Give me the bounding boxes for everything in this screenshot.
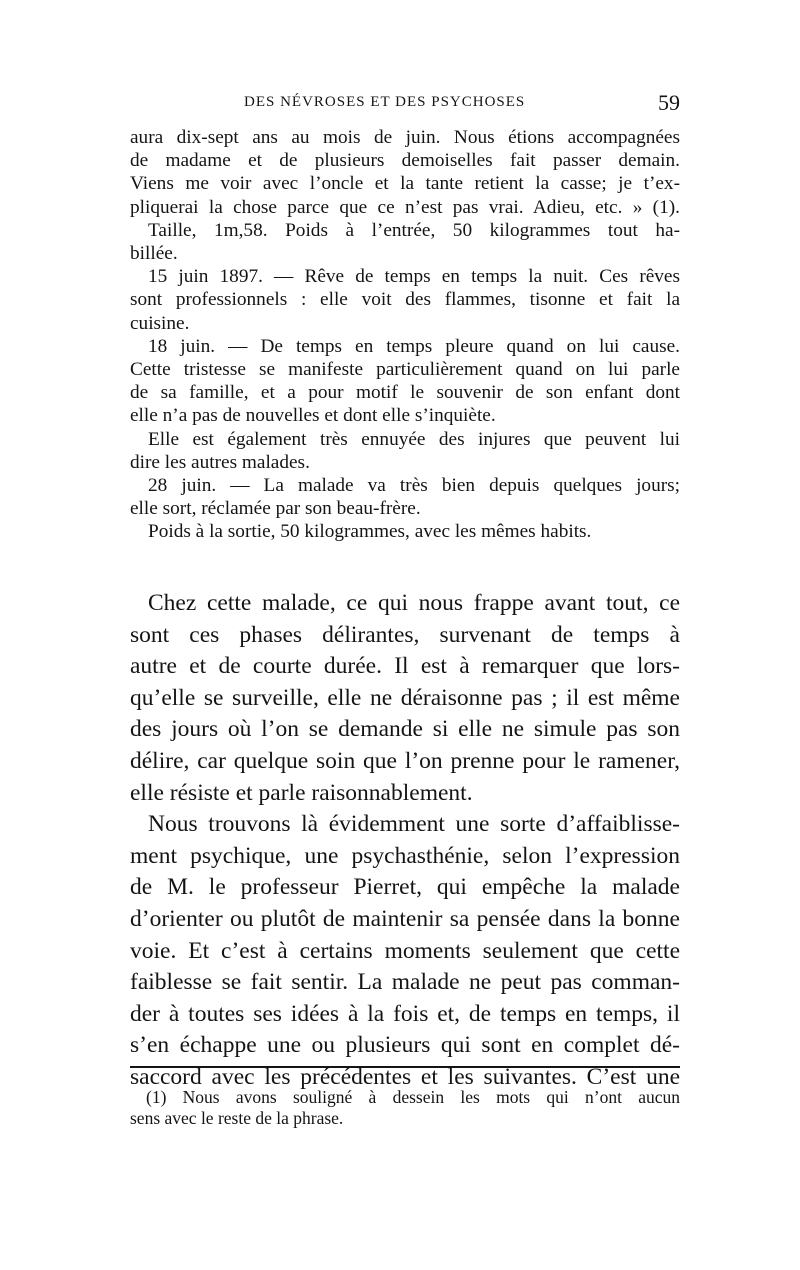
discussion-section bbox=[130, 588, 680, 1094]
text-line: elle sort, réclamée par son beau-frère. bbox=[130, 498, 421, 520]
text-line: délire, car quelque soin que l’on prenne pour le ramener, bbox=[130, 747, 680, 774]
text-line: Elle est également très ennuyée des injures que peuvent lui bbox=[148, 428, 680, 450]
text-line: de M. le professeur Pierret, qui empêche la malade bbox=[130, 874, 680, 901]
text-line: de madame et de plusieurs demoiselles fait passer demain. bbox=[130, 150, 680, 172]
text-line: der à toutes ses idées à la fois et, de temps en temps, il bbox=[130, 1000, 680, 1027]
text-line: dire les autres malades. bbox=[130, 451, 310, 473]
text-line: sont professionnels : elle voit des flammes, tisonne et fait la bbox=[130, 289, 680, 311]
text-line: cuisine. bbox=[130, 312, 190, 334]
running-title: DES NÉVROSES ET DES PSYCHOSES bbox=[244, 94, 526, 110]
text-line: aura dix-sept ans au mois de juin. Nous étions accompagnées bbox=[130, 127, 680, 148]
text-line: billée. bbox=[130, 243, 178, 265]
text-line: autre et de courte durée. Il est à remarquer que lors- bbox=[130, 653, 680, 680]
text-line: d’orienter ou plutôt de maintenir sa pensée dans la bonne bbox=[130, 905, 680, 932]
text-line: 15 juin 1897. — Rêve de temps en temps la nuit. Ces rêves bbox=[148, 266, 680, 288]
text-line: qu’elle se surveille, elle ne déraisonne pas ; il est même bbox=[130, 684, 680, 711]
text-line: pliquerai la chose parce que ce n’est pas vrai. Adieu, etc. » (1). bbox=[130, 196, 680, 218]
footnote-line: (1) Nous avons souligné à dessein les mots qui n’ont aucun bbox=[146, 1087, 680, 1107]
text-line: 28 juin. — La malade va très bien depuis quelques jours; bbox=[148, 475, 680, 497]
text-line: des jours où l’on se demande si elle ne simule pas son bbox=[130, 716, 680, 743]
text-line: Poids à la sortie, 50 kilogrammes, avec les mêmes habits. bbox=[148, 521, 592, 543]
footnote-separator bbox=[130, 1066, 680, 1068]
text-line: elle résiste et parle raisonnablement. bbox=[130, 779, 473, 806]
footnote bbox=[130, 1087, 680, 1129]
page-header bbox=[132, 92, 680, 122]
text-line: de sa famille, et a pour motif le souvenir de son enfant dont bbox=[130, 382, 680, 404]
text-line: saccord avec les précédentes et les suivantes. C’est une bbox=[130, 1063, 680, 1090]
text-line: sont ces phases délirantes, survenant de temps à bbox=[130, 621, 680, 648]
text-line: s’en échappe une ou plusieurs qui sont en complet dé- bbox=[130, 1032, 680, 1059]
text-line: voie. Et c’est à certains moments seulement que cette bbox=[130, 937, 680, 964]
text-line: Nous trouvons là évidemment une sorte d’affaiblisse- bbox=[148, 811, 680, 838]
text-line: Chez cette malade, ce qui nous frappe avant tout, ce bbox=[148, 590, 680, 616]
case-notes-section bbox=[130, 126, 680, 544]
text-line: ment psychique, une psychasthénie, selon l’expression bbox=[130, 842, 680, 869]
text-line: Viens me voir avec l’oncle et la tante retient la casse; je t’ex- bbox=[130, 173, 680, 195]
text-line: 18 juin. — De temps en temps pleure quand on lui cause. bbox=[148, 335, 680, 357]
text-line: elle n’a pas de nouvelles et dont elle s’inquiète. bbox=[130, 405, 496, 427]
text-line: faiblesse se fait sentir. La malade ne peut pas comman- bbox=[130, 969, 680, 996]
footnote-line: sens avec le reste de la phrase. bbox=[130, 1108, 344, 1128]
page-number: 59 bbox=[658, 90, 680, 115]
text-line: Cette tristesse se manifeste particulièrement quand on lui parle bbox=[130, 359, 680, 381]
text-line: Taille, 1m,58. Poids à l’entrée, 50 kilogrammes tout ha- bbox=[148, 219, 680, 241]
